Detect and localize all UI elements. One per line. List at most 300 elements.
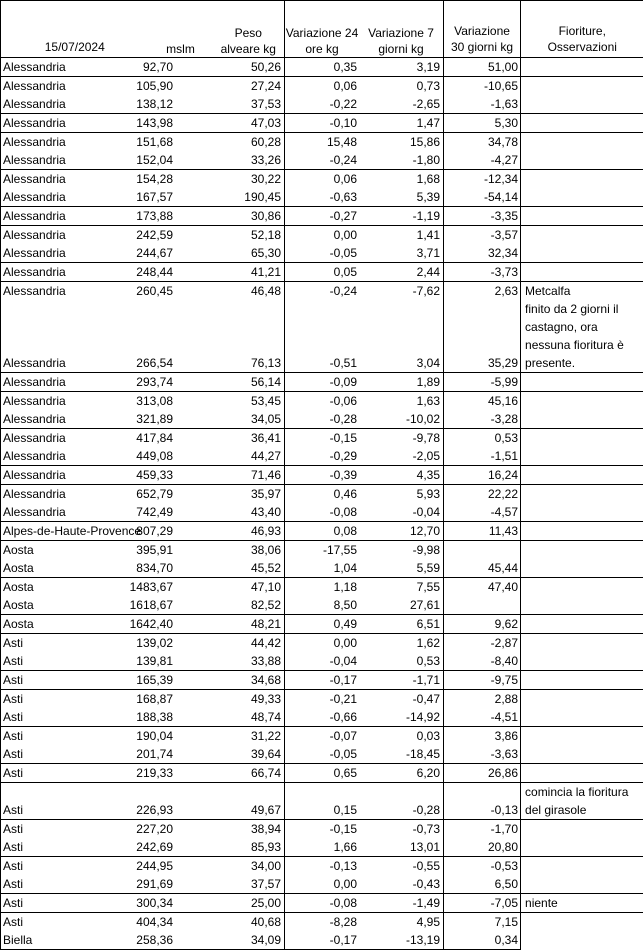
cell-location: Alessandria — [1, 95, 149, 114]
cell-weight: 82,52 — [251, 596, 281, 614]
cell-var-7d: -0,28 — [413, 801, 440, 819]
cell-var-30d — [444, 541, 521, 560]
cell-altitude-weight — [149, 466, 285, 485]
cell-weight: 41,21 — [251, 263, 281, 281]
cell-weight: 50,26 — [251, 58, 281, 76]
cell-altitude-weight — [149, 207, 285, 226]
cell-altitude-weight — [149, 652, 285, 671]
cell-location: Alessandria — [1, 349, 149, 372]
cell-var-24h-7d — [285, 875, 444, 894]
cell-var-7d: 1,68 — [417, 170, 440, 188]
cell-notes — [521, 634, 643, 671]
cell-notes — [521, 207, 643, 226]
cell-altitude-weight — [149, 244, 285, 263]
cell-var-24h: 0,05 — [334, 263, 357, 281]
cell-altitude-value: 258,36 — [136, 931, 173, 949]
cell-var-24h: -17,55 — [323, 541, 357, 559]
cell-weight: 31,22 — [251, 727, 281, 745]
cell-var-24h: 0,35 — [334, 58, 357, 76]
cell-var-24h: -0,13 — [330, 857, 357, 875]
cell-location: Alessandria — [1, 429, 149, 448]
cell-var-30d: 35,29 — [444, 349, 521, 372]
cell-altitude-value: 201,74 — [136, 745, 173, 763]
cell-var-7d: 1,62 — [417, 634, 440, 652]
cell-notes — [521, 58, 643, 77]
cell-altitude-value: 143,98 — [136, 114, 173, 132]
cell-altitude-weight — [149, 596, 285, 615]
cell-var-24h: 0,49 — [334, 615, 357, 633]
cell-altitude-value: 291,69 — [136, 875, 173, 893]
cell-var-24h-7d — [285, 857, 444, 876]
cell-var-24h: -0,51 — [330, 354, 357, 372]
cell-notes — [521, 485, 643, 522]
cell-var-24h: -0,27 — [330, 207, 357, 225]
cell-altitude-weight — [149, 114, 285, 133]
cell-var-30d: -0,53 — [444, 857, 521, 876]
cell-weight: 47,03 — [251, 114, 281, 132]
cell-var-24h: -0,05 — [330, 745, 357, 763]
cell-notes — [521, 615, 643, 634]
cell-altitude-weight — [149, 485, 285, 504]
cell-location: Aosta — [1, 596, 149, 615]
cell-var-30d: 0,34 — [444, 931, 521, 950]
cell-var-24h-7d — [285, 263, 444, 282]
cell-altitude-weight — [149, 188, 285, 207]
cell-var-30d: 5,30 — [444, 114, 521, 133]
note-line: finito da 2 giorni il — [525, 300, 642, 318]
cell-var-24h: 0,06 — [334, 170, 357, 188]
cell-var-24h-7d — [285, 690, 444, 709]
table-row — [1, 578, 643, 597]
cell-var-7d: 3,19 — [417, 58, 440, 76]
cell-altitude-value: 300,34 — [136, 894, 173, 912]
cell-var-24h: -0,17 — [330, 931, 357, 949]
table-row — [1, 77, 643, 96]
table-row — [1, 392, 643, 411]
cell-var-7d: 0,53 — [417, 652, 440, 670]
note-line: niente — [525, 894, 642, 912]
cell-notes — [521, 857, 643, 894]
cell-altitude-value: 139,02 — [136, 634, 173, 652]
cell-var-24h-7d — [285, 114, 444, 133]
cell-var-24h-7d — [285, 913, 444, 932]
cell-weight: 38,94 — [251, 820, 281, 838]
cell-var-24h: -0,04 — [330, 652, 357, 670]
cell-var-24h-7d — [285, 578, 444, 597]
cell-weight: 39,64 — [251, 745, 281, 763]
cell-altitude-weight — [149, 541, 285, 560]
cell-var-24h: -0,08 — [330, 894, 357, 912]
table-row — [1, 133, 643, 152]
cell-var-7d: 12,70 — [410, 522, 440, 540]
cell-altitude-weight — [149, 838, 285, 857]
cell-altitude-weight — [149, 133, 285, 152]
cell-location: Alessandria — [1, 226, 149, 245]
cell-location: Asti — [1, 690, 149, 709]
cell-var-30d: 16,24 — [444, 466, 521, 485]
cell-var-30d: 9,62 — [444, 615, 521, 634]
cell-var-24h-7d — [285, 95, 444, 114]
cell-altitude-value: 165,39 — [136, 671, 173, 689]
cell-var-7d: -0,04 — [413, 503, 440, 521]
cell-var-30d: 47,40 — [444, 578, 521, 597]
cell-weight: 44,27 — [251, 447, 281, 465]
cell-var-7d: -1,80 — [413, 151, 440, 169]
cell-var-7d: -2,65 — [413, 95, 440, 113]
cell-var-24h: -0,63 — [330, 188, 357, 206]
cell-notes — [521, 541, 643, 578]
cell-altitude-value: 152,04 — [136, 151, 173, 169]
cell-altitude-value: 417,84 — [136, 429, 173, 447]
cell-notes — [521, 820, 643, 857]
cell-var-24h: -0,39 — [330, 466, 357, 484]
note-line: castagno, ora — [525, 318, 642, 336]
cell-var-30d: 0,53 — [444, 429, 521, 448]
cell-altitude-value: 105,90 — [136, 77, 173, 95]
cell-var-7d: 1,63 — [417, 392, 440, 410]
cell-var-24h: 1,66 — [334, 838, 357, 856]
table-row — [1, 857, 643, 876]
cell-altitude-weight — [149, 151, 285, 170]
cell-location: Asti — [1, 708, 149, 727]
cell-var-7d: 1,89 — [417, 373, 440, 391]
cell-notes — [521, 783, 643, 820]
cell-var-24h-7d — [285, 429, 444, 448]
cell-var-24h-7d — [285, 783, 444, 820]
cell-var-30d: 45,16 — [444, 392, 521, 411]
cell-var-24h-7d — [285, 207, 444, 226]
cell-altitude-weight — [149, 913, 285, 932]
cell-var-24h: -0,08 — [330, 503, 357, 521]
cell-altitude-weight — [149, 503, 285, 522]
cell-var-7d: 6,20 — [417, 764, 440, 782]
cell-location: Alessandria — [1, 133, 149, 152]
cell-weight: 76,13 — [251, 354, 281, 372]
cell-var-24h: 1,04 — [334, 559, 357, 577]
cell-altitude-weight — [149, 226, 285, 245]
cell-var-24h: -0,10 — [330, 114, 357, 132]
header-row — [1, 1, 643, 58]
table-row — [1, 282, 643, 350]
cell-var-24h-7d — [285, 503, 444, 522]
cell-location: Biella — [1, 931, 149, 950]
table-row — [1, 226, 643, 245]
cell-weight: 53,45 — [251, 392, 281, 410]
cell-location: Alessandria — [1, 373, 149, 392]
cell-var-24h-7d — [285, 151, 444, 170]
cell-altitude-value: 1618,67 — [130, 596, 173, 614]
cell-weight: 34,09 — [251, 931, 281, 949]
table-row — [1, 894, 643, 913]
cell-weight: 36,41 — [251, 429, 281, 447]
cell-location: Asti — [1, 913, 149, 932]
cell-var-24h: 0,65 — [334, 764, 357, 782]
cell-var-24h-7d — [285, 522, 444, 541]
cell-location: Asti — [1, 652, 149, 671]
cell-altitude-value: 244,95 — [136, 857, 173, 875]
cell-weight: 46,93 — [251, 522, 281, 540]
header-var7: Variazione 7 giorni kg — [359, 25, 443, 57]
cell-location: Alessandria — [1, 392, 149, 411]
cell-location: Asti — [1, 894, 149, 913]
cell-var-30d: 2,63 — [444, 282, 521, 350]
cell-location: Alessandria — [1, 151, 149, 170]
cell-altitude-weight — [149, 392, 285, 411]
cell-altitude-weight — [149, 764, 285, 783]
cell-altitude-weight — [149, 578, 285, 597]
cell-var-30d: 11,43 — [444, 522, 521, 541]
cell-var-24h: -0,24 — [330, 151, 357, 169]
cell-location: Alessandria — [1, 207, 149, 226]
cell-altitude-value: 834,70 — [136, 559, 173, 577]
cell-var-24h: -0,09 — [330, 373, 357, 391]
cell-notes — [521, 77, 643, 114]
cell-var-30d: -4,57 — [444, 503, 521, 522]
cell-var-30d — [444, 596, 521, 615]
cell-var-24h-7d — [285, 349, 444, 372]
cell-notes — [521, 226, 643, 263]
cell-var-24h: 0,06 — [334, 77, 357, 95]
cell-var-30d: 3,86 — [444, 727, 521, 746]
cell-location: Alessandria — [1, 77, 149, 96]
note-line: comincia la fioritura — [525, 783, 642, 801]
cell-notes — [521, 282, 643, 373]
header-cells-var — [285, 1, 444, 58]
cell-var-24h-7d — [285, 838, 444, 857]
cell-altitude-value: 404,34 — [136, 913, 173, 931]
cell-location: Alessandria — [1, 282, 149, 350]
cell-var-24h-7d — [285, 410, 444, 429]
cell-var-24h-7d — [285, 634, 444, 653]
cell-var-7d: 27,61 — [410, 596, 440, 614]
header-peso: Peso alveare kg — [213, 25, 285, 57]
cell-var-30d: -5,99 — [444, 373, 521, 392]
header-mslm: mslm — [149, 41, 213, 57]
cell-notes — [521, 894, 643, 913]
cell-var-30d: -7,05 — [444, 894, 521, 913]
cell-var-24h-7d — [285, 244, 444, 263]
table-row — [1, 207, 643, 226]
cell-notes — [521, 727, 643, 764]
cell-altitude-value: 188,38 — [136, 708, 173, 726]
cell-var-7d: 5,93 — [417, 485, 440, 503]
cell-altitude-weight — [149, 708, 285, 727]
cell-var-24h: -8,28 — [330, 913, 357, 931]
cell-altitude-weight — [149, 671, 285, 690]
cell-var-30d: 7,15 — [444, 913, 521, 932]
cell-notes — [521, 133, 643, 170]
cell-weight: 33,88 — [251, 652, 281, 670]
cell-altitude-value: 313,08 — [136, 392, 173, 410]
header-var24: Variazione 24 ore kg — [285, 25, 359, 57]
cell-var-24h: -0,66 — [330, 708, 357, 726]
cell-altitude-value: 242,59 — [136, 226, 173, 244]
cell-var-24h-7d — [285, 133, 444, 152]
cell-altitude-value: 1642,40 — [130, 615, 173, 633]
cell-location: Alessandria — [1, 244, 149, 263]
cell-location: Alessandria — [1, 503, 149, 522]
cell-var-24h-7d — [285, 671, 444, 690]
cell-location: Asti — [1, 634, 149, 653]
cell-var-7d: -0,73 — [413, 820, 440, 838]
table-row — [1, 466, 643, 485]
cell-weight: 43,40 — [251, 503, 281, 521]
cell-location: Asti — [1, 875, 149, 894]
cell-notes — [521, 764, 643, 783]
cell-var-30d: -1,51 — [444, 447, 521, 466]
cell-var-7d: -14,92 — [406, 708, 440, 726]
cell-var-24h-7d — [285, 894, 444, 913]
cell-weight: 49,67 — [251, 801, 281, 819]
cell-weight: 34,05 — [251, 410, 281, 428]
table-row — [1, 913, 643, 932]
cell-var-30d: 26,86 — [444, 764, 521, 783]
cell-weight: 52,18 — [251, 226, 281, 244]
cell-var-24h: 8,50 — [334, 596, 357, 614]
cell-location: Asti — [1, 838, 149, 857]
cell-weight: 37,53 — [251, 95, 281, 113]
cell-var-24h: 0,00 — [334, 634, 357, 652]
cell-altitude-value: 154,28 — [136, 170, 173, 188]
cell-var-7d: 13,01 — [410, 838, 440, 856]
cell-var-30d: 34,78 — [444, 133, 521, 152]
cell-altitude-weight — [149, 559, 285, 578]
cell-location: Aosta — [1, 559, 149, 578]
cell-var-24h-7d — [285, 466, 444, 485]
cell-altitude-weight — [149, 373, 285, 392]
cell-weight: 65,30 — [251, 244, 281, 262]
note-line: presente. — [525, 354, 642, 372]
cell-var-30d: 22,22 — [444, 485, 521, 504]
cell-var-7d: -10,02 — [406, 410, 440, 428]
cell-var-7d: -0,43 — [413, 875, 440, 893]
cell-location: Alessandria — [1, 170, 149, 189]
cell-notes — [521, 578, 643, 615]
cell-var-24h: 0,46 — [334, 485, 357, 503]
table-row — [1, 58, 643, 77]
cell-var-7d: 5,59 — [417, 559, 440, 577]
cell-weight: 66,74 — [251, 764, 281, 782]
cell-var-24h: -0,17 — [330, 671, 357, 689]
cell-var-7d: -1,19 — [413, 207, 440, 225]
cell-location: Asti — [1, 727, 149, 746]
cell-var-24h: -0,21 — [330, 690, 357, 708]
cell-var-24h-7d — [285, 485, 444, 504]
cell-altitude-value: 227,20 — [136, 820, 173, 838]
cell-var-30d: -10,65 — [444, 77, 521, 96]
cell-var-24h-7d — [285, 170, 444, 189]
cell-weight: 56,14 — [251, 373, 281, 391]
cell-var-7d: -9,98 — [413, 541, 440, 559]
cell-var-24h-7d — [285, 226, 444, 245]
table-row — [1, 114, 643, 133]
cell-weight: 35,97 — [251, 485, 281, 503]
cell-weight: 25,00 — [251, 894, 281, 912]
cell-var-24h: -0,28 — [330, 410, 357, 428]
cell-var-7d: 4,35 — [417, 466, 440, 484]
table-row — [1, 671, 643, 690]
cell-var-24h-7d — [285, 447, 444, 466]
cell-var-7d: 3,71 — [417, 244, 440, 262]
cell-var-7d: 6,51 — [417, 615, 440, 633]
cell-altitude-value: 321,89 — [136, 410, 173, 428]
cell-var-30d: 2,88 — [444, 690, 521, 709]
cell-var-24h: -0,29 — [330, 447, 357, 465]
table-body — [1, 58, 643, 950]
table-row — [1, 820, 643, 839]
cell-var-30d: -3,73 — [444, 263, 521, 282]
cell-var-30d: -12,34 — [444, 170, 521, 189]
cell-var-24h: 15,48 — [327, 133, 357, 151]
cell-var-30d: -0,13 — [444, 783, 521, 820]
cell-altitude-weight — [149, 931, 285, 950]
cell-altitude-weight — [149, 727, 285, 746]
cell-var-30d: -4,51 — [444, 708, 521, 727]
cell-var-24h: 0,00 — [334, 226, 357, 244]
cell-var-30d: -3,35 — [444, 207, 521, 226]
cell-var-24h-7d — [285, 188, 444, 207]
cell-var-30d: 6,50 — [444, 875, 521, 894]
cell-var-24h-7d — [285, 820, 444, 839]
cell-weight: 44,42 — [251, 634, 281, 652]
header-cells-alt-weight — [149, 1, 285, 58]
cell-weight: 46,48 — [251, 282, 281, 300]
cell-var-24h-7d — [285, 392, 444, 411]
table-row — [1, 727, 643, 746]
cell-var-30d: -8,40 — [444, 652, 521, 671]
cell-var-30d: 32,34 — [444, 244, 521, 263]
cell-var-24h-7d — [285, 652, 444, 671]
cell-altitude-weight — [149, 170, 285, 189]
cell-notes — [521, 913, 643, 950]
note-line: Metcalfa — [525, 282, 642, 300]
cell-var-30d: 20,80 — [444, 838, 521, 857]
cell-var-30d: -3,57 — [444, 226, 521, 245]
table-row — [1, 690, 643, 709]
cell-altitude-weight — [149, 690, 285, 709]
cell-var-24h-7d — [285, 58, 444, 77]
cell-var-7d: -0,55 — [413, 857, 440, 875]
cell-var-7d: 0,03 — [417, 727, 440, 745]
cell-notes — [521, 522, 643, 541]
cell-var-24h: -0,15 — [330, 820, 357, 838]
cell-altitude-value: 138,12 — [136, 95, 173, 113]
cell-altitude-weight — [149, 447, 285, 466]
cell-var-7d: -13,19 — [406, 931, 440, 949]
cell-var-30d: 51,00 — [444, 58, 521, 77]
cell-var-7d: 1,41 — [417, 226, 440, 244]
cell-var-7d: 3,04 — [417, 354, 440, 372]
cell-altitude-weight — [149, 857, 285, 876]
cell-var-30d: -1,63 — [444, 95, 521, 114]
cell-var-7d: 0,73 — [417, 77, 440, 95]
cell-var-30d: 45,44 — [444, 559, 521, 578]
cell-var-30d: -3,28 — [444, 410, 521, 429]
cell-altitude-weight — [149, 429, 285, 448]
cell-weight: 85,93 — [251, 838, 281, 856]
cell-notes — [521, 114, 643, 133]
cell-altitude-value: 260,45 — [136, 282, 173, 300]
cell-var-30d: -3,63 — [444, 745, 521, 764]
cell-altitude-value: 1483,67 — [130, 578, 173, 596]
cell-notes — [521, 392, 643, 429]
cell-weight: 40,68 — [251, 913, 281, 931]
cell-var-7d: -1,71 — [413, 671, 440, 689]
cell-weight: 30,22 — [251, 170, 281, 188]
cell-weight: 34,00 — [251, 857, 281, 875]
table-row — [1, 170, 643, 189]
header-date: 15/07/2024 — [1, 1, 149, 58]
